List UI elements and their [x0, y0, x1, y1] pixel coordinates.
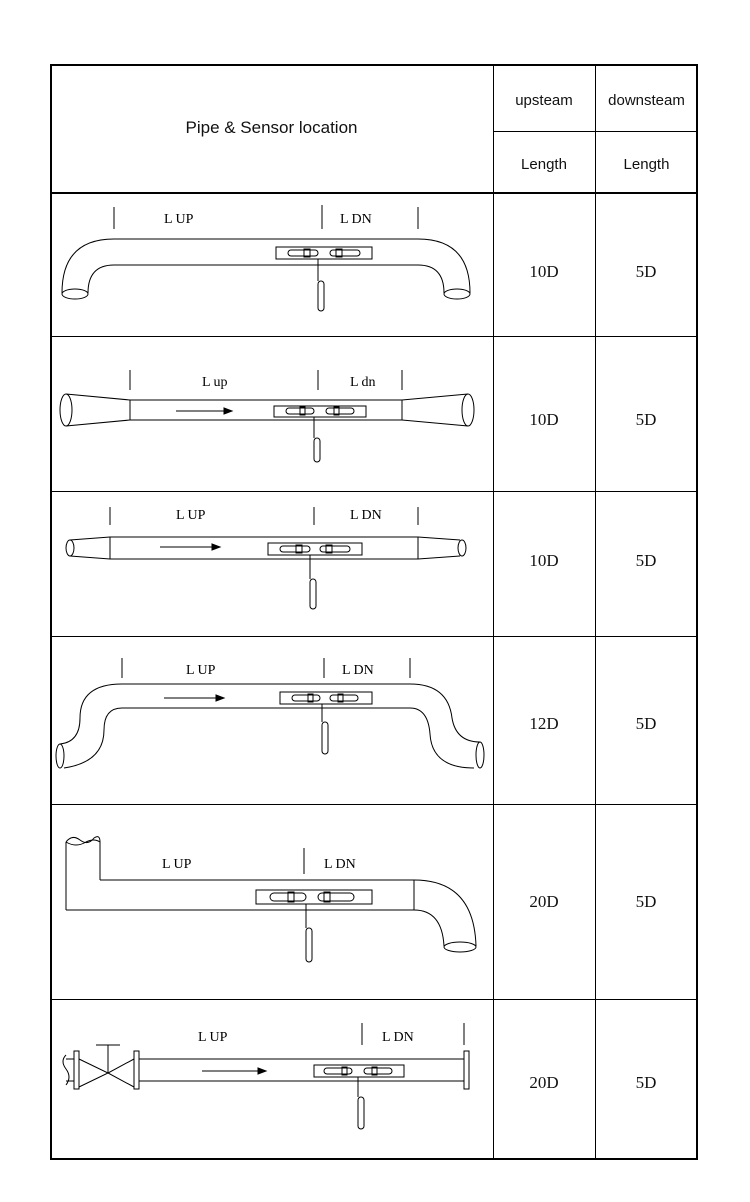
row-1-label-up: L UP	[164, 212, 194, 227]
diagram-reducer	[52, 338, 492, 488]
row-5-upstream: 20D	[529, 892, 559, 911]
row-1-label-dn: L DN	[340, 212, 372, 227]
row-divider-4	[50, 804, 698, 805]
row-6-label-dn: L DN	[382, 1030, 414, 1045]
header-upstream: upsteam	[515, 92, 573, 109]
row-4-label-dn: L DN	[342, 663, 374, 678]
diagram-tee-elbow	[52, 806, 492, 998]
diagram-double-elbow-out-of-plane	[52, 638, 492, 802]
row-6-label-up: L UP	[198, 1030, 228, 1045]
header-subdivider	[493, 131, 698, 132]
row-2-label-up: L up	[202, 375, 228, 390]
row-5-downstream: 5D	[635, 892, 657, 911]
row-2-downstream: 5D	[635, 410, 657, 429]
header-title: Pipe & Sensor location	[185, 118, 358, 137]
header-length-upstream: Length	[521, 156, 567, 173]
row-4-downstream: 5D	[635, 714, 657, 733]
row-divider-5	[50, 999, 698, 1000]
diagram-double-elbow	[52, 195, 492, 335]
row-3-label-dn: L DN	[350, 508, 382, 523]
header-downstream: downsteam	[608, 92, 685, 109]
row-2-label-dn: L dn	[350, 375, 376, 390]
row-5-label-up: L UP	[162, 857, 192, 872]
diagram-expander	[52, 493, 492, 633]
row-1-upstream: 10D	[529, 262, 559, 281]
row-3-downstream: 5D	[635, 551, 657, 570]
row-divider-1	[50, 336, 698, 337]
row-divider-2	[50, 491, 698, 492]
header-divider	[50, 192, 698, 194]
row-3-label-up: L UP	[176, 508, 206, 523]
row-6-upstream: 20D	[529, 1073, 559, 1092]
row-1-downstream: 5D	[635, 262, 657, 281]
column-divider-2	[595, 64, 596, 1160]
row-divider-3	[50, 636, 698, 637]
row-6-downstream: 5D	[635, 1073, 657, 1092]
row-3-upstream: 10D	[529, 551, 559, 570]
column-divider-1	[493, 64, 494, 1160]
row-2-upstream: 10D	[529, 410, 559, 429]
header-length-downstream: Length	[623, 156, 670, 173]
diagram-valve	[52, 1001, 492, 1157]
row-4-upstream: 12D	[529, 714, 559, 733]
row-5-label-dn: L DN	[324, 857, 356, 872]
row-4-label-up: L UP	[186, 663, 216, 678]
